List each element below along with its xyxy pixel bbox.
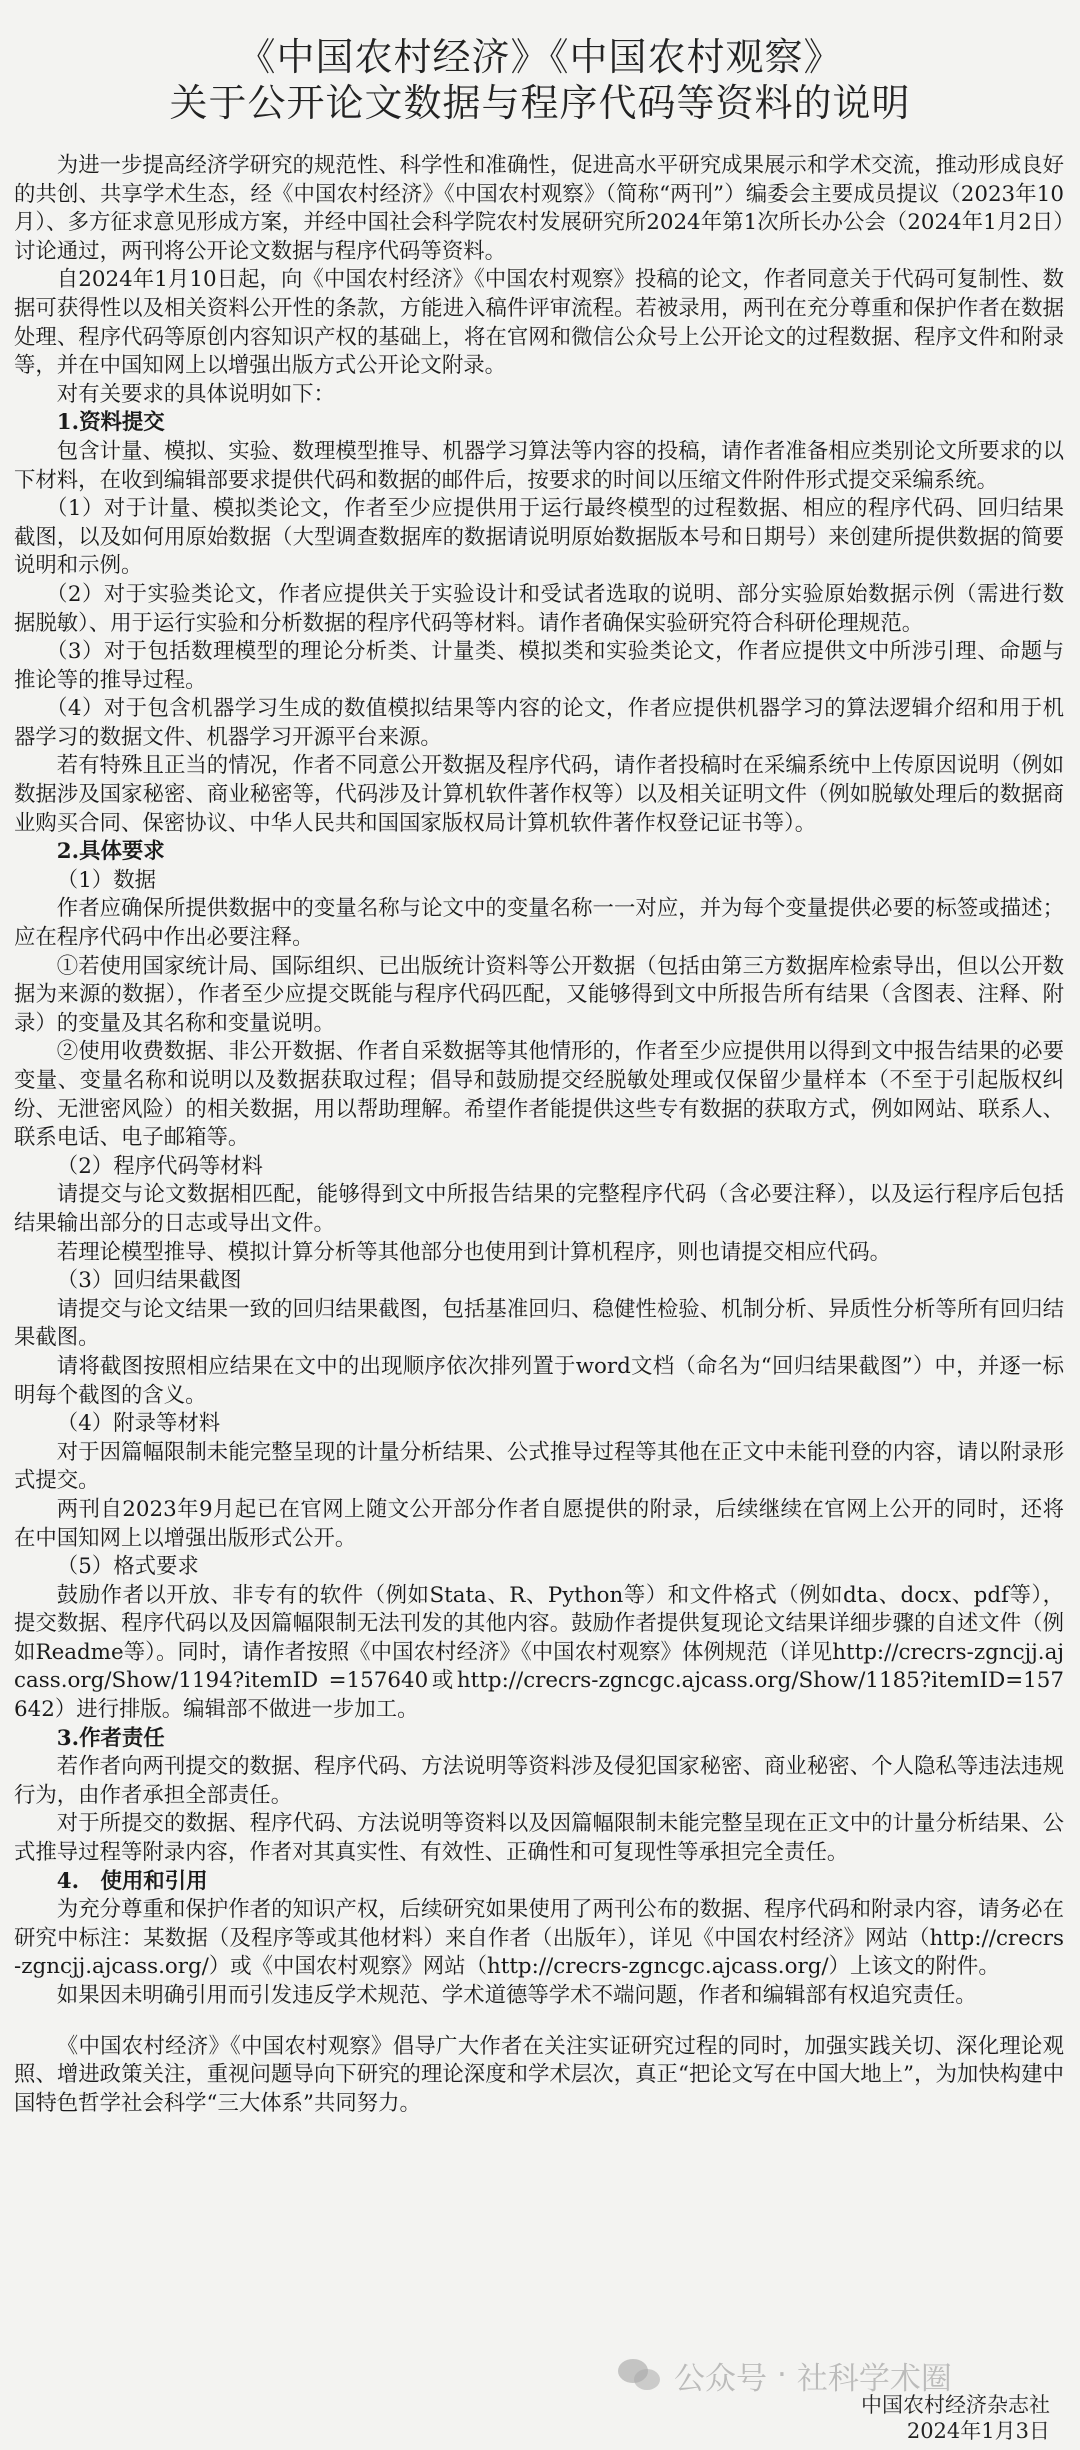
- body-paragraph: 对于所提交的数据、程序代码、方法说明等资料以及因篇幅限制未能完整呈现在正文中的计量分析结果、公式推导过程等附录内容，作者对其真实性、有效性、正确性和可复现性等承担完全责任。: [14, 1811, 1064, 1866]
- body-paragraph: （2）对于实验类论文，作者应提供关于实验设计和受试者选取的说明、部分实验原始数据示例（需进行数据脱敏）、用于运行实验和分析数据的程序代码等材料。请作者确保实验研究符合科研伦理规范。: [14, 581, 1064, 636]
- title-line-2: 关于公开论文数据与程序代码等资料的说明: [169, 81, 911, 125]
- document-title: [0, 34, 1080, 126]
- title-line-1: 《中国农村经济》《中国农村观察》: [237, 35, 843, 79]
- document-body: [14, 152, 1064, 2118]
- body-paragraph: （1）对于计量、模拟类论文，作者至少应提供用于运行最终模型的过程数据、相应的程序代码、回归结果截图，以及如何用原始数据（大型调查数据库的数据请说明原始数据版本号和日期号）来创建所提供数据的简要说明和示例。: [14, 496, 1064, 579]
- body-paragraph: 请提交与论文结果一致的回归结果截图，包括基准回归、稳健性检验、机制分析、异质性分析等所有回归结果截图。: [14, 1296, 1064, 1351]
- section-heading: 3.作者责任: [56, 1725, 165, 1751]
- intro-paragraph: 为进一步提高经济学研究的规范性、科学性和准确性，促进高水平研究成果展示和学术交流，推动形成良好的共创、共享学术生态，经《中国农村经济》《中国农村观察》（简称“两刊”）编委会主要成员提议（2023年10月）、多方征求意见形成方案，并经中国社会科学院农村发展研究所2024年第1次所长办公会（2024年1月2日）讨论通过，两刊将公开论文数据与程序代码等资料。: [14, 153, 1064, 264]
- subsection-heading: （1）数据: [56, 867, 156, 893]
- body-paragraph: ①若使用国家统计局、国际组织、已出版统计资料等公开数据（包括由第三方数据库检索导出，但以公开数据为来源的数据），作者至少应提交既能与程序代码匹配，又能够得到文中所报告所有结果（含图表、注释、附录）的变量及其名称和变量说明。: [14, 953, 1064, 1036]
- section-heading: 4. 使用和引用: [56, 1868, 208, 1894]
- subsection-heading: （5）格式要求: [56, 1554, 199, 1580]
- body-paragraph: 若作者向两刊提交的数据、程序代码、方法说明等资料涉及侵犯国家秘密、商业秘密、个人隐私等违法违规行为，由作者承担全部责任。: [14, 1754, 1064, 1808]
- body-paragraph: 若理论模型推导、模拟计算分析等其他部分也使用到计算机程序，则也请提交相应代码。: [56, 1239, 892, 1265]
- wechat-icon: [618, 2357, 662, 2393]
- body-paragraph: 请将截图按照相应结果在文中的出现顺序依次排列置于word文档（命名为“回归结果截图”）中，并逐一标明每个截图的含义。: [14, 1353, 1064, 1408]
- subsection-heading: （2）程序代码等材料: [56, 1153, 263, 1179]
- body-paragraph: 若有特殊且正当的情况，作者不同意公开数据及程序代码，请作者投稿时在采编系统中上传原因说明（例如数据涉及国家秘密、商业秘密等，代码涉及计算机软件著作权等）以及相关证明文件（例如脱敏处理后的数据商业购买合同、保密协议、中华人民共和国国家版权局计算机软件著作权登记证书等）。: [14, 753, 1064, 836]
- body-paragraph: 请提交与论文数据相匹配，能够得到文中所报告结果的完整程序代码（含必要注释），以及运行程序后包括结果输出部分的日志或导出文件。: [14, 1182, 1064, 1236]
- watermark-account: 社科学术圈: [796, 2360, 952, 2397]
- body-paragraph: （4）对于包含机器学习生成的数值模拟结果等内容的论文，作者应提供机器学习的算法逻辑介绍和用于机器学习的数据文件、机器学习开源平台来源。: [14, 696, 1064, 750]
- subsection-heading: （3）回归结果截图: [56, 1268, 242, 1294]
- watermark-dot: ·: [777, 2357, 787, 2393]
- body-paragraph: 作者应确保所提供数据中的变量名称与论文中的变量名称一一对应，并为每个变量提供必要的标签或描述；应在程序代码中作出必要注释。: [14, 896, 1064, 951]
- watermark-label: 公众号: [674, 2360, 767, 2397]
- body-paragraph: 包含计量、模拟、实验、数理模型推导、机器学习算法等内容的投稿，请作者准备相应类别论文所要求的以下材料，在收到编辑部要求提供代码和数据的邮件后，按要求的时间以压缩文件附件形式提交采编系统。: [14, 438, 1064, 493]
- body-paragraph: 如果因未明确引用而引发违反学术规范、学术道德等学术不端问题，作者和编辑部有权追究责任。: [56, 1983, 977, 2008]
- footer-organization: 中国农村经济杂志社: [861, 2393, 1050, 2417]
- subsection-heading: （4）附录等材料: [56, 1411, 221, 1437]
- body-paragraph: 两刊自2023年9月起已在官网上随文公开部分作者自愿提供的附录，后续继续在官网上公开的同时，还将在中国知网上以增强出版形式公开。: [14, 1496, 1064, 1551]
- intro-paragraph: 对有关要求的具体说明如下：: [56, 381, 335, 407]
- closing-paragraph: 《中国农村经济》《中国农村观察》倡导广大作者在关注实证研究过程的同时，加强实践关切、深化理论观照、增进政策关注，重视问题导向下研究的理论深度和学术层次，真正“把论文写在中国大地上”，为加快构建中国特色哲学社会科学“三大体系”共同努力。: [14, 2033, 1064, 2116]
- footer-date: 2024年1月3日: [906, 2419, 1050, 2443]
- body-paragraph: 为充分尊重和保护作者的知识产权，后续研究如果使用了两刊公布的数据、程序代码和附录内容，请务必在研究中标注：某数据（及程序等或其他材料）来自作者（出版年），详见《中国农村经济》网站（http://crecrs-zgncjj.ajcass.org/）或《中国农村观察》网站（http://crecrs-zgncgc.ajcass.org/）上该文的附件。: [14, 1897, 1064, 1980]
- intro-paragraph: 自2024年1月10日起，向《中国农村经济》《中国农村观察》投稿的论文，作者同意关于代码可复制性、数据可获得性以及相关资料公开性的条款，方能进入稿件评审流程。若被录用，两刊在充分尊重和保护作者在数据处理、程序代码等原创内容知识产权的基础上，将在官网和微信公众号上公开论文的过程数据、程序文件和附录等，并在中国知网上以增强出版方式公开论文附录。: [14, 267, 1064, 379]
- paragraph-spacer: [14, 2011, 1064, 2033]
- section-heading: 2.具体要求: [56, 839, 165, 865]
- body-paragraph: ②使用收费数据、非公开数据、作者自采数据等其他情形的，作者至少应提供用以得到文中报告结果的必要变量、变量名称和说明以及数据获取过程；倡导和鼓励提交经脱敏处理或仅保留少量样本（不至于引起版权纠纷、无泄密风险）的相关数据，用以帮助理解。希望作者能提供这些专有数据的获取方式，例如网站、联系人、联系电话、电子邮箱等。: [14, 1039, 1064, 1151]
- body-paragraph: 鼓励作者以开放、非专有的软件（例如Stata、R、Python等）和文件格式（例如dta、docx、pdf等），提交数据、程序代码以及因篇幅限制无法刊发的其他内容。鼓励作者提供复现论文结果详细步骤的自述文件（例如Readme等）。同时，请作者按照《中国农村经济》《中国农村观察》体例规范（详见http://crecrs-zgncjj.ajcass.org/Show/1194?itemID =157640或http://crecrs-zgncgc.ajcass.org/Show/1185?itemID=157642）进行排版。编辑部不做进一步加工。: [14, 1582, 1064, 1723]
- body-paragraph: （3）对于包括数理模型的理论分析类、计量类、模拟类和实验类论文，作者应提供文中所涉引理、命题与推论等的推导过程。: [14, 639, 1064, 693]
- section-heading: 1.资料提交: [56, 410, 165, 436]
- body-paragraph: 对于因篇幅限制未能完整呈现的计量分析结果、公式推导过程等其他在正文中未能刊登的内容，请以附录形式提交。: [14, 1439, 1064, 1494]
